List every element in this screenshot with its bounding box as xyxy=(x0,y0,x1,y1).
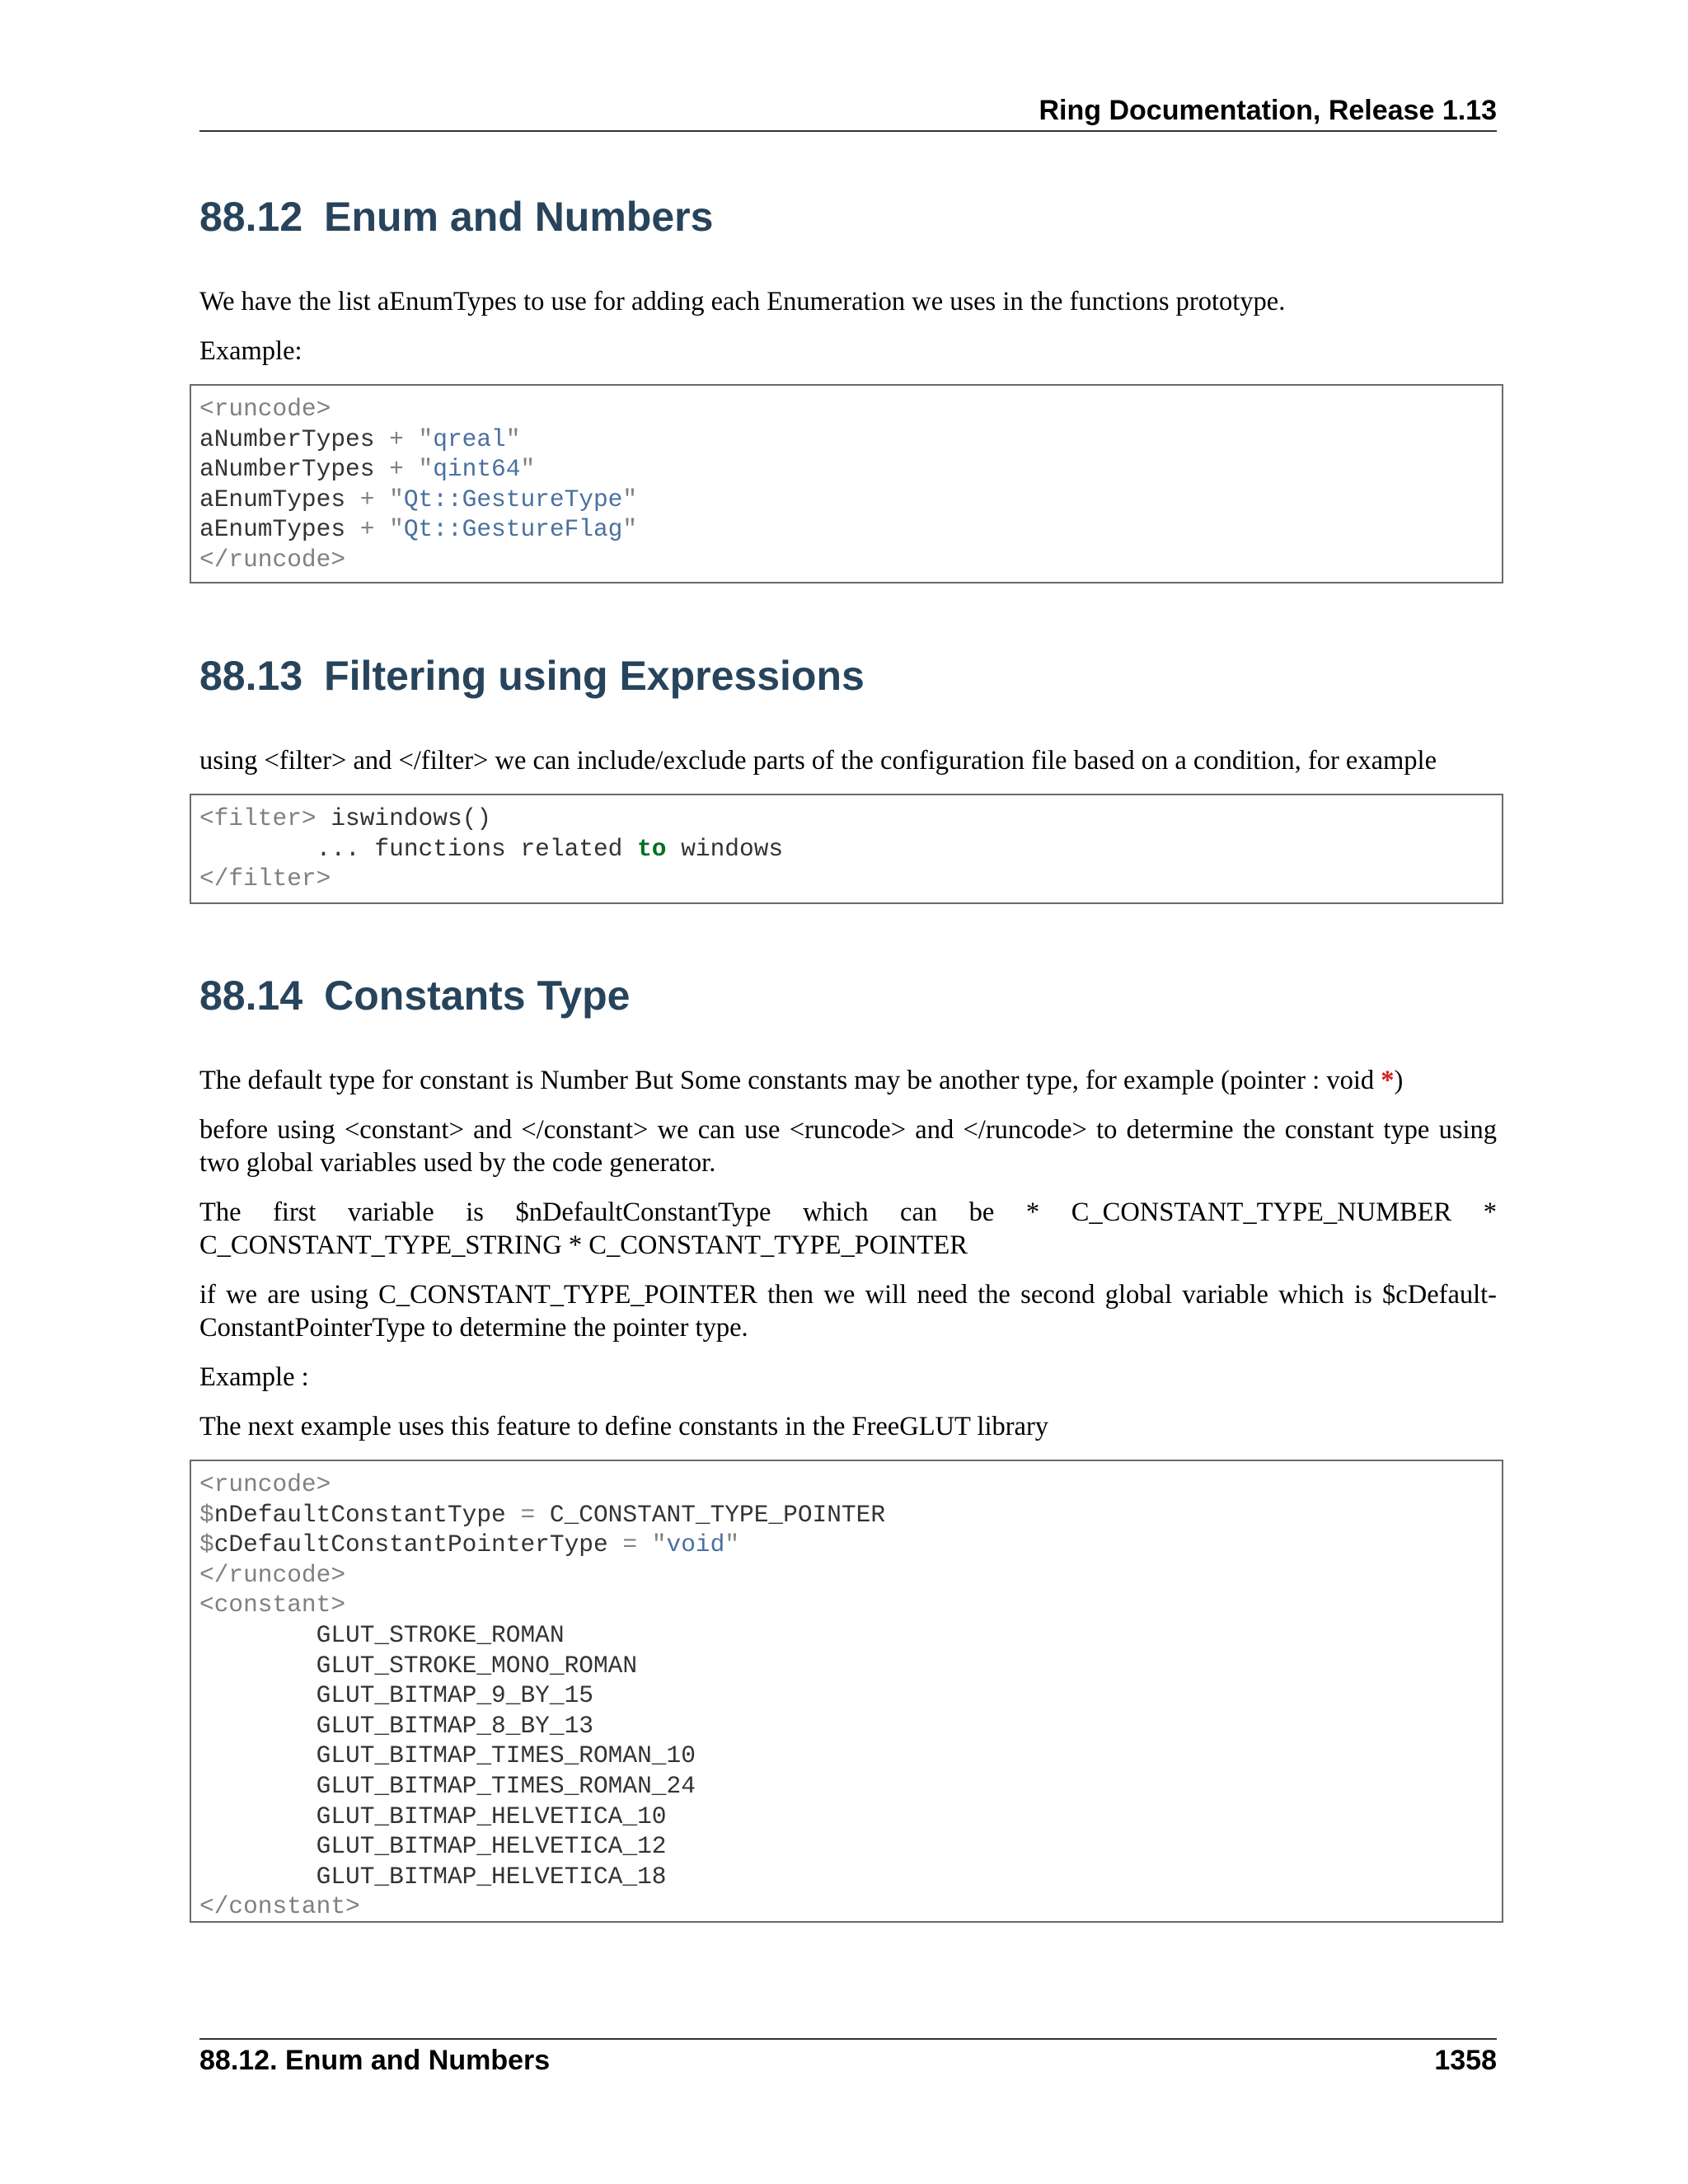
code-line xyxy=(199,1892,360,1920)
code-line-text: aNumberTypes + "qreal" xyxy=(199,424,521,453)
paragraph: using <filter> and </filter> we can include/exclude parts of the configuration file based on a condition, for example xyxy=(199,746,1437,776)
code-line xyxy=(199,1681,593,1709)
code-line-text: </runcode> xyxy=(199,545,346,574)
code-line-text: </constant> xyxy=(199,1892,360,1921)
paragraph: The first variable is $nDefaultConstantType which can be * C_CONSTANT_TYPE_NUMBER * C_CONSTANT_TYPE_STRING * C_CONSTANT_TYPE_POINTER xyxy=(199,1197,1497,1260)
paragraph: if we are using C_CONSTANT_TYPE_POINTER then we will need the second global variable which is $cDefault-ConstantPointerType to determine the pointer type. xyxy=(199,1280,1497,1343)
code-line-text: GLUT_BITMAP_TIMES_ROMAN_10 xyxy=(199,1741,696,1770)
code-line-text: GLUT_BITMAP_HELVETICA_12 xyxy=(199,1832,667,1861)
document-page xyxy=(199,0,1497,2184)
code-line-text: GLUT_STROKE_ROMAN xyxy=(199,1620,565,1649)
code-line-text: GLUT_BITMAP_TIMES_ROMAN_24 xyxy=(199,1771,696,1800)
paragraph: We have the list aEnumTypes to use for adding each Enumeration we uses in the functions prototype. xyxy=(199,287,1286,316)
code-line-text: GLUT_BITMAP_8_BY_13 xyxy=(199,1711,593,1740)
code-line xyxy=(199,1772,696,1800)
asterisk-highlight: * xyxy=(1381,1066,1395,1095)
code-block-filter xyxy=(190,794,1503,904)
code-line-text: aNumberTypes + "qint64" xyxy=(199,455,536,484)
code-line xyxy=(199,1561,345,1589)
footer-section-title: 88.12. Enum and Numbers xyxy=(199,2045,551,2076)
running-header: Ring Documentation, Release 1.13 xyxy=(199,92,1497,132)
paragraph: Example: xyxy=(199,336,302,366)
code-line xyxy=(199,1832,667,1860)
code-line-text: GLUT_BITMAP_9_BY_15 xyxy=(199,1681,593,1710)
paragraph-text: The default type for constant is Number But Some constants may be another type, for example (pointer : void xyxy=(199,1066,1381,1095)
code-line xyxy=(199,425,520,453)
code-block-enum-types xyxy=(190,384,1503,583)
section-number: 88.14 xyxy=(199,972,303,1019)
code-line-text: GLUT_BITMAP_HELVETICA_10 xyxy=(199,1802,667,1830)
code-line xyxy=(199,1591,345,1619)
paragraph: Example : xyxy=(199,1362,309,1392)
footer-rule xyxy=(199,2038,1497,2040)
code-line xyxy=(199,835,783,863)
code-line xyxy=(199,1501,885,1529)
code-line xyxy=(199,1741,696,1769)
code-line xyxy=(199,1621,565,1649)
code-line xyxy=(199,804,491,832)
code-line xyxy=(199,455,535,483)
code-block-constants xyxy=(190,1460,1503,1923)
section-heading-filtering xyxy=(199,651,865,701)
paragraph xyxy=(199,1064,1497,1097)
code-line-text: $cDefaultConstantPointerType = "void" xyxy=(199,1530,740,1559)
code-line-text: <runcode> xyxy=(199,395,331,423)
code-line xyxy=(199,1470,331,1498)
section-heading-constants-type xyxy=(199,971,630,1020)
code-line-text: GLUT_BITMAP_HELVETICA_18 xyxy=(199,1862,667,1891)
code-content xyxy=(191,386,1502,583)
code-line-text: <constant> xyxy=(199,1591,346,1619)
paragraph: before using <constant> and </constant> we can use <runcode> and </runcode> to determine the constant type using two global variables used by the code generator. xyxy=(199,1115,1497,1178)
code-line xyxy=(199,515,637,543)
code-line-text: GLUT_STROKE_MONO_ROMAN xyxy=(199,1651,638,1680)
code-line-text: <filter> iswindows() xyxy=(199,804,492,832)
code-line xyxy=(199,485,637,513)
code-line xyxy=(199,1863,667,1891)
section-title: Constants Type xyxy=(324,972,631,1019)
paragraph-text: ) xyxy=(1394,1066,1404,1095)
section-title: Enum and Numbers xyxy=(324,194,714,240)
code-line-text: aEnumTypes + "Qt::GestureFlag" xyxy=(199,515,638,544)
code-line-text: aEnumTypes + "Qt::GestureType" xyxy=(199,485,638,513)
section-number: 88.12 xyxy=(199,194,303,240)
code-line-text: <runcode> xyxy=(199,1470,331,1498)
code-line xyxy=(199,546,345,574)
code-line xyxy=(199,1530,739,1558)
code-line xyxy=(199,1712,593,1740)
section-heading-enum-numbers xyxy=(199,192,713,241)
paragraph: The next example uses this feature to define constants in the FreeGLUT library xyxy=(199,1412,1049,1441)
code-line-text: ... functions related to windows xyxy=(199,834,784,863)
code-line xyxy=(199,865,331,893)
section-number: 88.13 xyxy=(199,653,303,699)
code-line xyxy=(199,1652,637,1680)
section-title: Filtering using Expressions xyxy=(324,653,865,699)
code-content xyxy=(191,795,1502,902)
code-line-text: </runcode> xyxy=(199,1560,346,1589)
code-line xyxy=(199,395,331,423)
footer-page-number: 1358 xyxy=(1434,2045,1497,2076)
code-line-text: $nDefaultConstantType = C_CONSTANT_TYPE_POINTER xyxy=(199,1500,886,1529)
code-line xyxy=(199,1802,667,1830)
code-line-text: </filter> xyxy=(199,865,331,893)
code-content xyxy=(191,1461,1502,1930)
